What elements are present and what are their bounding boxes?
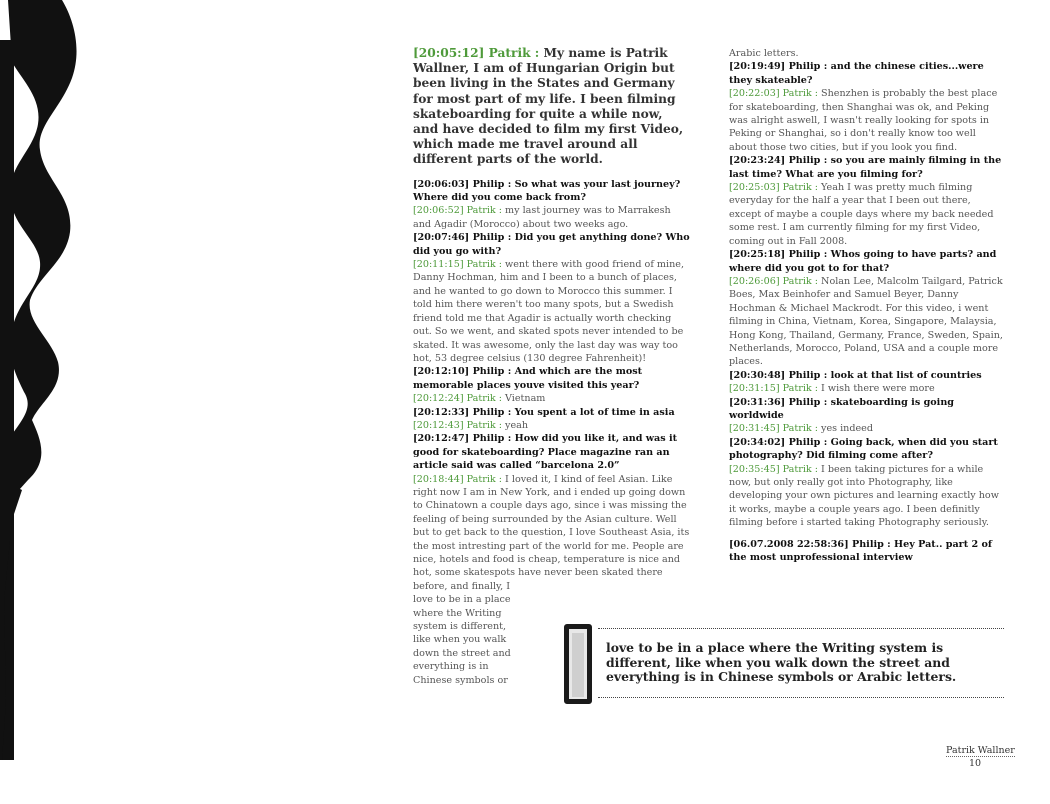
- footer-author: Patrik Wallner: [946, 745, 1015, 756]
- line-timestamp: [20:06:52]: [413, 205, 464, 217]
- pullquote-initial-graphic: [564, 624, 592, 704]
- line-text: so you are mainly filming in the last time? What are you filming for?: [729, 155, 1002, 180]
- line-speaker: Patrik :: [466, 259, 506, 271]
- line-timestamp: [20:31:36]: [729, 396, 786, 408]
- closing-timestamp: [06.07.2008 22:58:36]: [729, 538, 849, 550]
- line-speaker: Patrik :: [782, 383, 822, 395]
- answer-line: [729, 463, 1004, 530]
- line-timestamp: [20:26:06]: [729, 275, 780, 287]
- article-column-right: [729, 47, 1004, 564]
- answer-line: [729, 87, 1004, 154]
- line-speaker: Philip :: [788, 155, 831, 167]
- line-speaker: Philip :: [472, 232, 515, 244]
- answer-line: [729, 422, 1004, 435]
- line-timestamp: [20:22:03]: [729, 88, 780, 100]
- line-timestamp: [20:12:43]: [413, 419, 464, 431]
- answer-line: [413, 392, 691, 405]
- question-line: [729, 369, 1004, 382]
- question-line: [413, 406, 691, 419]
- pullquote-text: love to be in a place where the Writing system is different, like when you walk down the street and everything is in Chinese symbols or Arabic letters.: [606, 640, 957, 685]
- intro-text: My name is Patrik Wallner, I am of Hungarian Origin but been living in the States and Germany for most part of my life. I been filming skateboarding for quite a while now, and have decided to film my first Video, which made me travel around all different parts of the world.: [413, 46, 684, 167]
- answer-line: [729, 275, 1004, 369]
- line-text: and the chinese cities...were they skateable?: [729, 61, 984, 86]
- question-line: [729, 248, 1004, 275]
- line-timestamp: [20:25:18]: [729, 249, 786, 261]
- line-timestamp: [20:19:49]: [729, 61, 786, 73]
- line-text: went there with good friend of mine, Danny Hochman, him and I been to a bunch of places, and he wanted to go down to Morocco this summer. I told him there weren't too many spots, but a Swedish friend told me that Agadir is actually worth checking out. So we went, and skated spots never intended to be skated. It was awesome, only the last day was way too hot, 53 degree celsius (130 degree Fahrenheit)!: [413, 259, 684, 364]
- line-text: Shenzhen is probably the best place for skateboarding, then Shanghai was ok, and Peking was alright aswell, I wasn't really looking for spots in Peking or Shanghai, so i don't really know too well about those two cities, but if you look you find.: [729, 88, 998, 153]
- answer-line: [729, 382, 1004, 395]
- line-text: Yeah I was pretty much filming everyday for the half a year that I been out there, except of maybe a couple days where my back needed some rest. I am currently filming for my first Video, coming out in Fall 2008.: [729, 182, 994, 247]
- line-text: And which are the most memorable places youve visited this year?: [413, 366, 643, 391]
- line-speaker: Patrik :: [782, 275, 822, 287]
- question-line: [413, 432, 691, 472]
- line-text: I wish there were more: [821, 383, 935, 395]
- line-text: How did you like it, and was it good for skateboarding? Place magazine ran an article said was called “barcelona 2.0”: [413, 433, 678, 472]
- question-line: [413, 365, 691, 392]
- line-timestamp: [20:12:47]: [413, 433, 470, 445]
- brush-stroke-graphic: [0, 0, 90, 804]
- line-text: Did you get anything done? Who did you go with?: [413, 232, 690, 257]
- line-speaker: Philip :: [788, 249, 831, 261]
- line-timestamp: [20:31:45]: [729, 423, 780, 435]
- line-timestamp: [20:12:33]: [413, 406, 470, 418]
- line-timestamp: [20:11:15]: [413, 259, 464, 271]
- line-speaker: Patrik :: [782, 182, 822, 194]
- line-speaker: Patrik :: [466, 473, 506, 485]
- question-line: [729, 154, 1004, 181]
- line-speaker: Philip :: [472, 178, 515, 190]
- intro-paragraph: [413, 46, 691, 168]
- line-speaker: Philip :: [472, 366, 515, 378]
- line-text: I been taking pictures for a while now, but only really got into Photography, like developing your own pictures and learning exactly how it works, maybe a couple years ago. I been definitly filming before i started taking Photography seriously.: [729, 463, 999, 529]
- column-left-tail: love to be in a place where the Writing system is different, like when you walk down the street and everything is in Chinese symbols or: [413, 594, 511, 686]
- closing-speaker: Philip :: [851, 538, 895, 550]
- line-speaker: Patrik :: [782, 423, 822, 435]
- article-column-left: [413, 46, 691, 687]
- intro-speaker: Patrik :: [488, 46, 544, 60]
- question-line: [413, 231, 691, 258]
- line-text: So what was your last journey? Where did you come back from?: [413, 178, 681, 204]
- line-text: look at that list of countries: [830, 369, 982, 381]
- line-timestamp: [20:18:44]: [413, 473, 464, 485]
- line-text: yes indeed: [821, 423, 874, 435]
- interview-list-right: [729, 60, 1004, 529]
- line-timestamp: [20:23:24]: [729, 155, 786, 167]
- line-timestamp: [20:07:46]: [413, 232, 470, 244]
- answer-line: [413, 258, 691, 365]
- line-timestamp: [20:35:45]: [729, 463, 780, 475]
- intro-timestamp: [20:05:12]: [413, 46, 485, 60]
- line-text: Going back, when did you start photography? Did filming come after?: [729, 436, 998, 462]
- pullquote-box: [598, 628, 1004, 698]
- line-text: yeah: [505, 419, 529, 431]
- interview-list-left: [413, 178, 691, 594]
- line-speaker: Philip :: [472, 406, 515, 418]
- column-right-head: Arabic letters.: [729, 48, 799, 59]
- closing-line: [729, 538, 1004, 565]
- line-speaker: Patrik :: [466, 205, 506, 217]
- page-number: 10: [969, 758, 982, 769]
- line-speaker: Philip :: [788, 61, 831, 73]
- closing-text: Hey Pat.. part 2 of the most unprofessional interview: [729, 538, 993, 564]
- answer-line: [413, 473, 691, 594]
- line-speaker: Patrik :: [782, 463, 822, 475]
- line-speaker: Philip :: [788, 396, 831, 408]
- line-speaker: Patrik :: [466, 393, 506, 405]
- line-timestamp: [20:12:10]: [413, 366, 470, 378]
- line-speaker: Patrik :: [466, 419, 506, 431]
- line-speaker: Philip :: [788, 369, 831, 381]
- line-text: Whos going to have parts? and where did you got to for that?: [729, 249, 997, 274]
- question-line: [413, 178, 691, 205]
- line-text: You spent a lot of time in asia: [514, 406, 675, 418]
- line-timestamp: [20:31:15]: [729, 383, 780, 395]
- line-timestamp: [20:12:24]: [413, 393, 464, 405]
- line-speaker: Philip :: [472, 433, 515, 445]
- answer-line: [729, 181, 1004, 248]
- answer-line: [413, 204, 691, 231]
- line-timestamp: [20:06:03]: [413, 178, 470, 190]
- line-speaker: Philip :: [788, 436, 831, 448]
- line-timestamp: [20:25:03]: [729, 182, 780, 194]
- line-timestamp: [20:30:48]: [729, 369, 786, 381]
- line-text: my last journey was to Marrakesh and Agadir (Morocco) about two weeks ago.: [413, 205, 671, 230]
- line-text: skateboarding is going worldwide: [729, 396, 954, 421]
- question-line: [729, 60, 1004, 87]
- line-text: Vietnam: [505, 393, 546, 405]
- line-text: I loved it, I kind of feel Asian. Like right now I am in New York, and i ended up going down to Chinatown a couple days ago, since i was missing the feeling of being surrounded by the Asian culture. Well but to get back to the question, I love Southeast Asia, its the most intresting part of the world for me. People are nice, hotels and food is cheap, temperature is nice and hot, some skatespots have never been skated there before, and finally, I: [413, 473, 690, 592]
- question-line: [729, 396, 1004, 423]
- question-line: [729, 436, 1004, 463]
- line-timestamp: [20:34:02]: [729, 436, 786, 448]
- answer-line: [413, 419, 691, 432]
- line-text: Nolan Lee, Malcolm Tailgard, Patrick Boes, Max Beinhofer and Samuel Beyer, Danny Hochman & Michael Mackrodt. For this video, i went filming in China, Vietnam, Korea, Singapore, Malaysia, Hong Kong, Thailand, Germany, France, Sweden, Spain, Netherlands, Morocco, Poland, USA and a couple more places.: [729, 275, 1003, 368]
- line-speaker: Patrik :: [782, 88, 822, 100]
